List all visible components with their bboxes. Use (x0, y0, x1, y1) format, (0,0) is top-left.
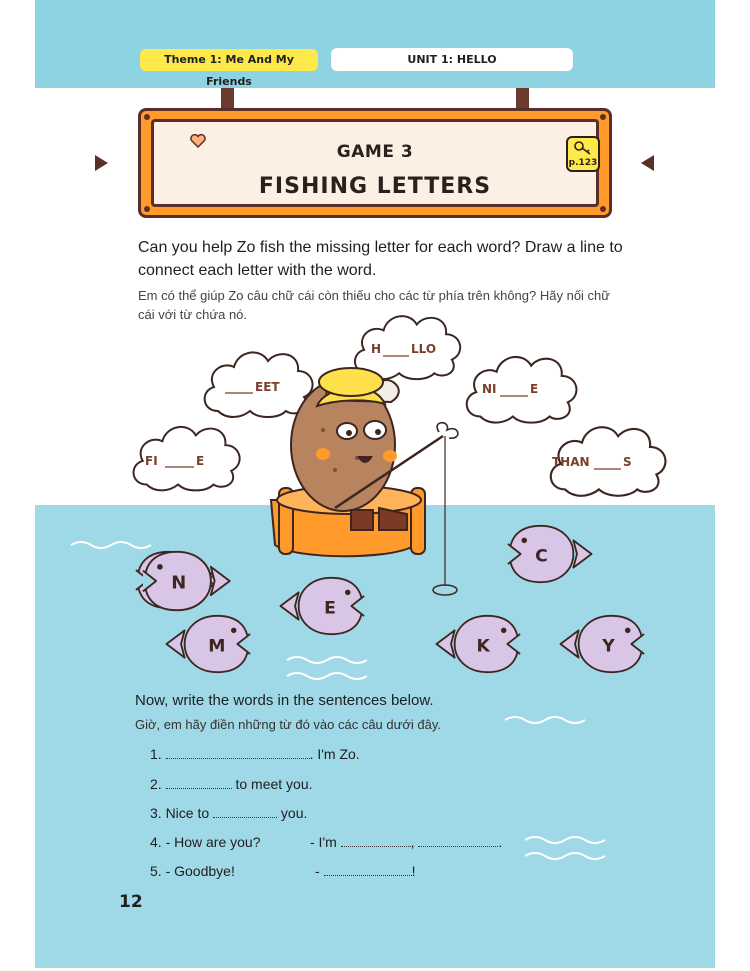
answer-blank[interactable] (213, 805, 277, 818)
fish-letter: K (476, 636, 490, 657)
sentence-text: - (315, 863, 320, 879)
sentence-5-reply (315, 863, 415, 879)
page-reference: p.123 (568, 158, 598, 168)
fish-e[interactable] (275, 574, 375, 638)
sentence-2 (150, 776, 313, 792)
sentence-text: 4. - How are you? (150, 834, 261, 850)
unit-badge: UNIT 1: HELLO (331, 48, 573, 71)
fish-letter: C (535, 546, 548, 567)
sentence-number: 2. (150, 776, 162, 792)
scene-illustration (35, 0, 715, 968)
worksheet-page (35, 0, 715, 968)
cloud-word-eet (205, 352, 313, 417)
fish-n[interactable] (131, 548, 236, 614)
answer-blank[interactable] (324, 863, 412, 876)
fish-c[interactable] (497, 522, 597, 586)
answer-blank[interactable] (166, 776, 232, 789)
sentence-number: 1. (150, 746, 162, 762)
cloud-fi-before: FI (145, 454, 158, 468)
game-title: FISHING LETTERS (258, 174, 492, 199)
cloud-eet-after: EET (255, 380, 280, 394)
cloud-ni-after: E (530, 382, 539, 396)
cloud-word-thanks (551, 427, 666, 496)
exercise-prompt-vietnamese: Giờ, em hãy điền những từ đó vào các câu dưới đây. (135, 717, 441, 732)
fish-letter: M (208, 636, 226, 657)
answer-blank[interactable] (166, 746, 310, 759)
sentence-4 (150, 834, 261, 850)
cloud-hello-before: H (371, 342, 382, 356)
page-number: 12 (119, 892, 143, 912)
sentence-text: . I'm Zo. (309, 746, 360, 762)
fish-m[interactable] (161, 612, 261, 676)
sentence-text: - I'm (310, 834, 337, 850)
cloud-word-hello (355, 316, 460, 379)
sentence-text: , (410, 834, 415, 850)
sentence-3 (150, 805, 307, 821)
sentence-text: to meet you. (235, 776, 313, 792)
exercise-prompt-english: Now, write the words in the sentences below. (135, 692, 434, 709)
cloud-word-ni-e (467, 357, 577, 423)
fish-letter: E (324, 598, 336, 619)
answer-blank[interactable] (418, 834, 498, 847)
sentence-text: . (498, 834, 503, 850)
fish-y[interactable] (555, 612, 655, 676)
cloud-thanks-after: S (623, 455, 632, 469)
cloud-ni-before: NI (482, 382, 497, 396)
instruction-vietnamese: Em có thể giúp Zo câu chữ cái còn thiếu cho các từ phía trên không? Hãy nối chữ cái với từ chứa nó. (138, 288, 610, 322)
theme-badge: Theme 1: Me And My Friends (140, 49, 318, 71)
fish-letter: N (171, 572, 187, 594)
sentence-4-reply (310, 834, 502, 850)
sentence-5 (150, 863, 235, 879)
cloud-fi-after: E (196, 454, 205, 468)
game-number: GAME 3 (336, 142, 414, 162)
answer-blank[interactable] (341, 834, 411, 847)
sentence-1 (150, 746, 360, 762)
cloud-word-fi-e (134, 427, 240, 490)
fish-k[interactable] (431, 612, 531, 676)
cloud-hello-after: LLO (411, 342, 437, 356)
fish-letter: Y (602, 636, 615, 657)
cloud-thanks-before: THAN (552, 455, 590, 469)
sentence-text: 3. Nice to (150, 805, 210, 821)
sentence-text: 5. - Goodbye! (150, 863, 235, 879)
sentence-text: you. (280, 805, 308, 821)
instruction-english: Can you help Zo fish the missing letter for each word? Draw a line to connect each letter with the word. (138, 239, 623, 279)
sentence-text: ! (411, 863, 416, 879)
